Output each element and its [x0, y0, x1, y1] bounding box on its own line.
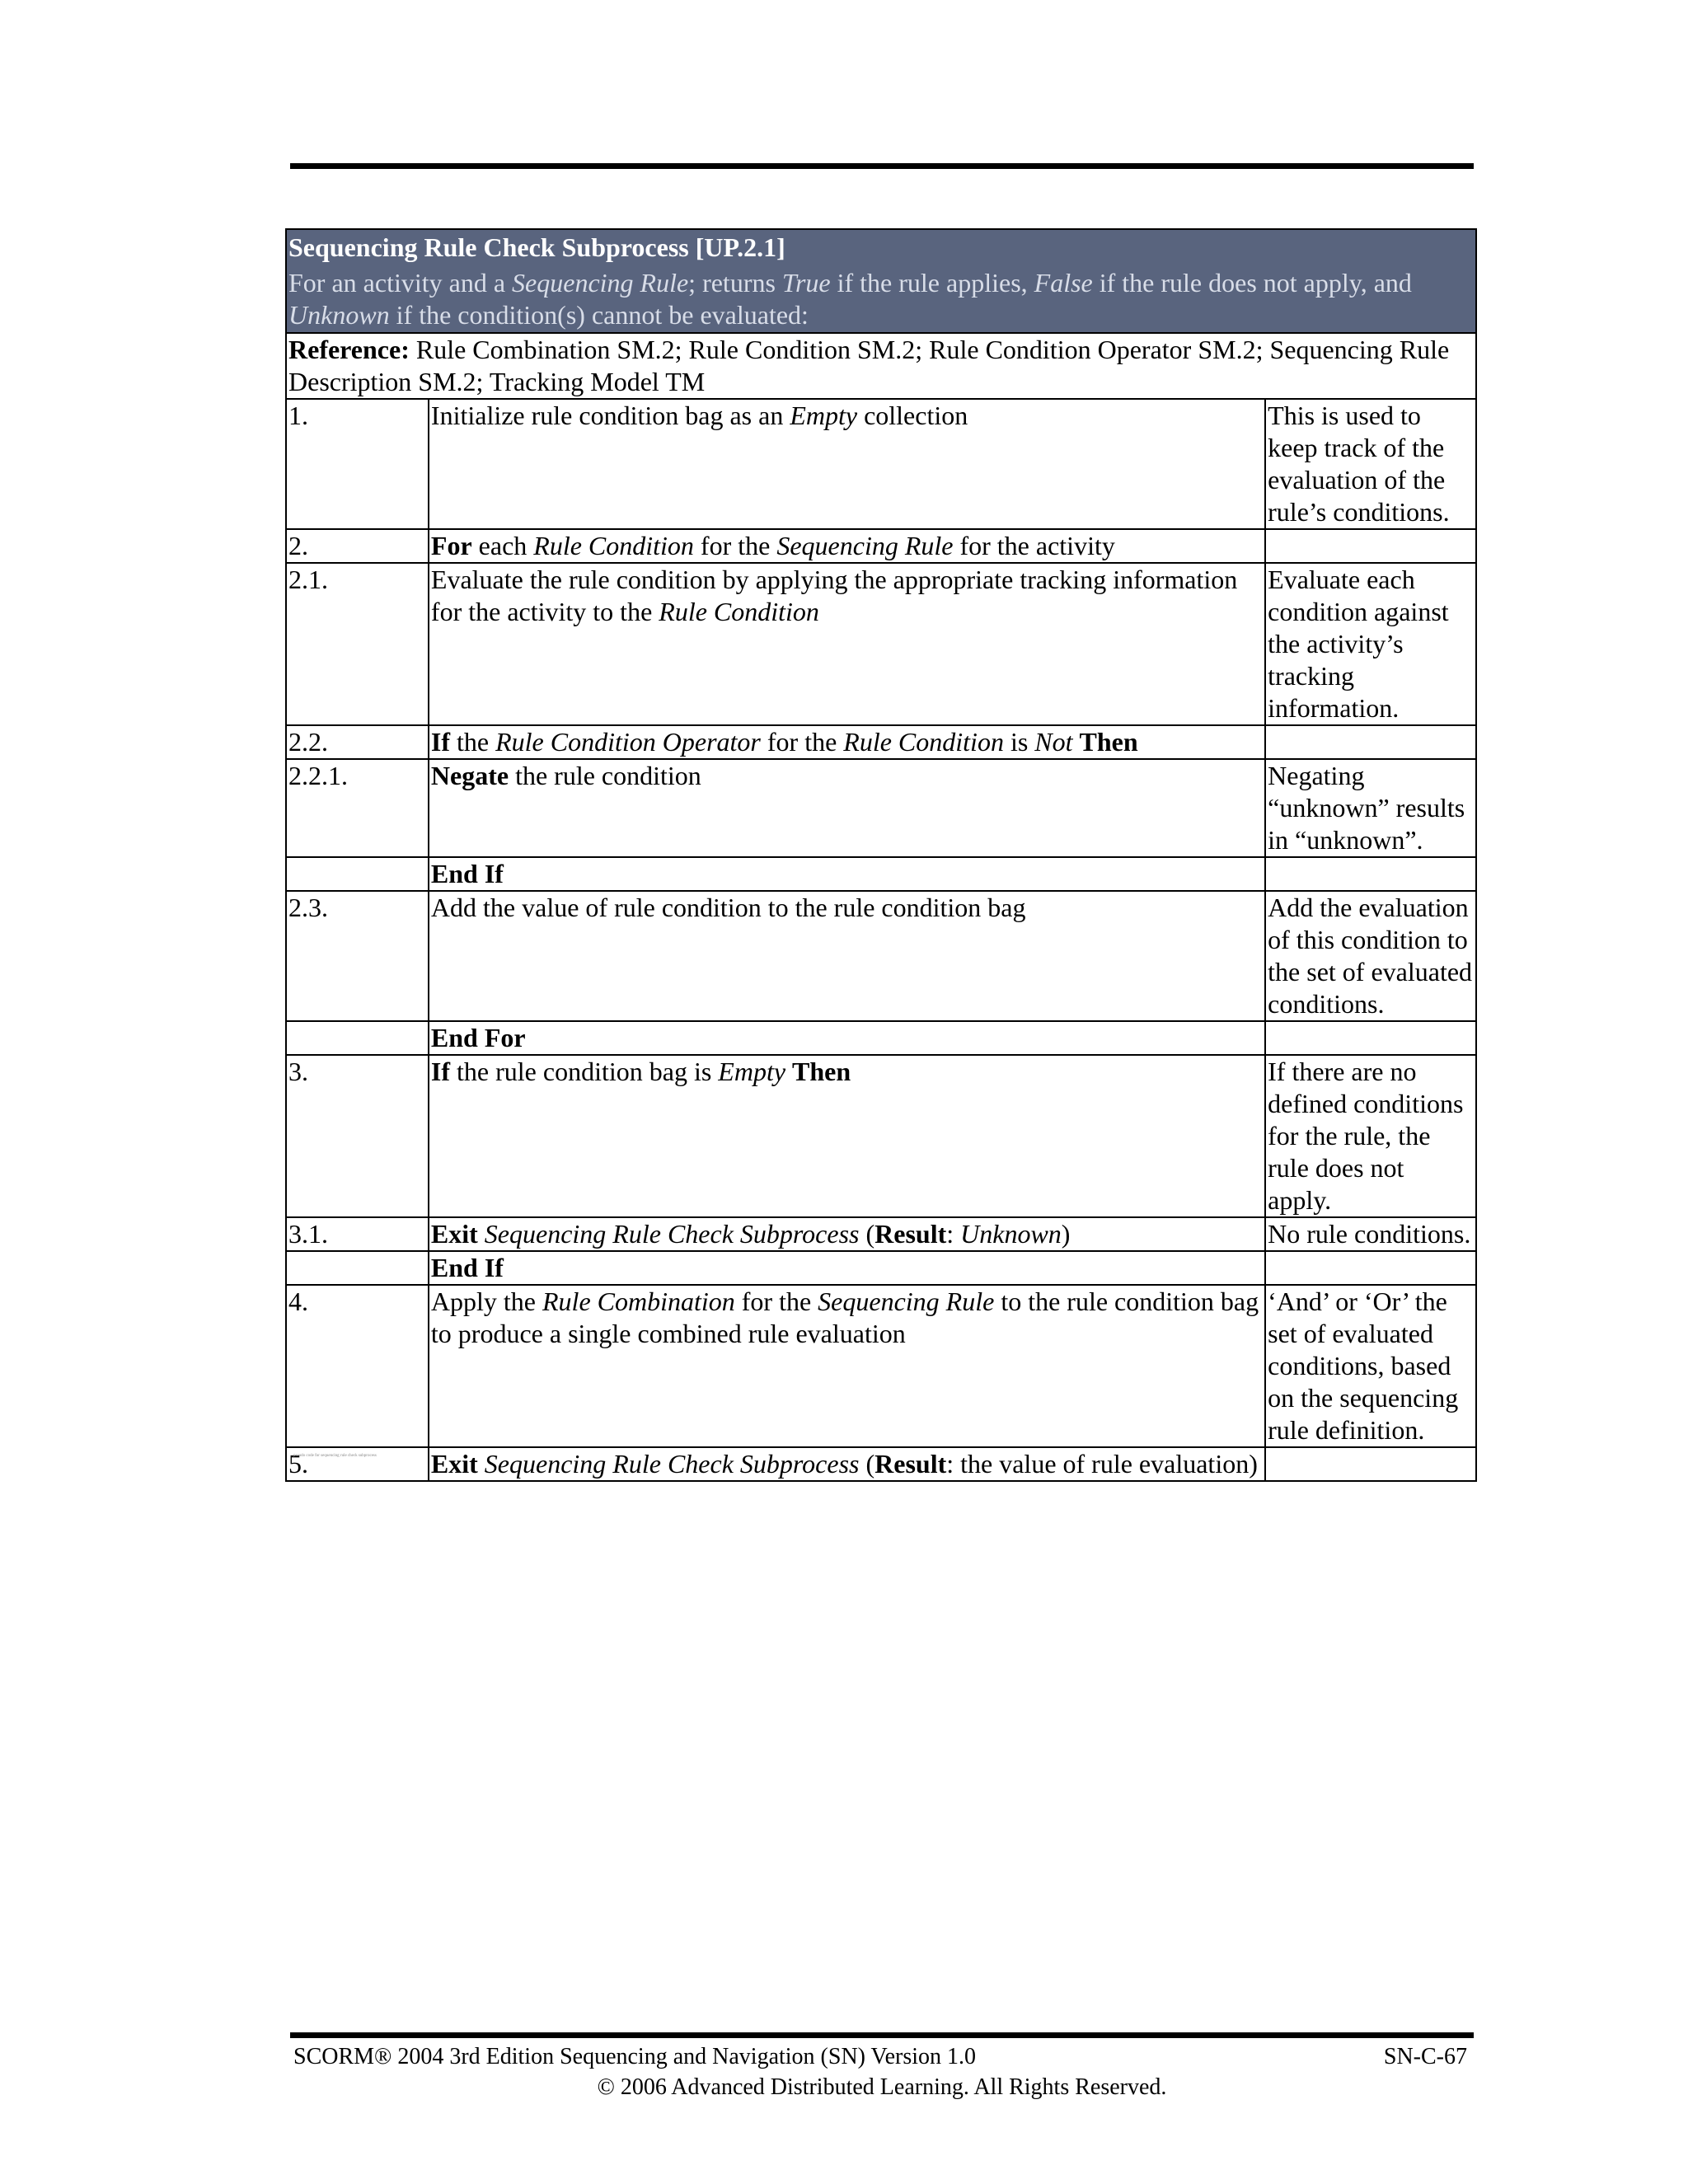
- table-row: [286, 891, 1476, 1021]
- step-comment: Negating “unknown” results in “unknown”.: [1265, 759, 1476, 857]
- step-number: 1.: [286, 399, 429, 529]
- pseudo-code-table: [285, 228, 1477, 1482]
- step-comment: [1265, 1021, 1476, 1055]
- step-text: End For: [429, 1021, 1265, 1055]
- table-row: [286, 1251, 1476, 1285]
- step-comment: [1265, 857, 1476, 891]
- step-number: 3.: [286, 1055, 429, 1217]
- reference-cell: [286, 333, 1476, 399]
- step-number: 2.1.: [286, 563, 429, 725]
- step-text: Exit Sequencing Rule Check Subprocess (Result: Unknown): [429, 1217, 1265, 1251]
- top-rule: [290, 163, 1474, 169]
- table-row: [286, 1021, 1476, 1055]
- step-comment: Add the evaluation of this condition to the set of evaluated conditions.: [1265, 891, 1476, 1021]
- step-comment: This is used to keep track of the evaluation of the rule’s conditions.: [1265, 399, 1476, 529]
- table-row: [286, 1285, 1476, 1447]
- step-number: 3.1.: [286, 1217, 429, 1251]
- step-text: Apply the Rule Combination for the Sequencing Rule to the rule condition bag to produce a single combined rule evaluation: [429, 1285, 1265, 1447]
- table-row: [286, 1055, 1476, 1217]
- step-text: End If: [429, 857, 1265, 891]
- step-number: [286, 1021, 429, 1055]
- reference-row: [286, 333, 1476, 399]
- step-number: [286, 857, 429, 891]
- step-comment: ‘And’ or ‘Or’ the set of evaluated conditions, based on the sequencing rule definition.: [1265, 1285, 1476, 1447]
- step-text: If the rule condition bag is Empty Then: [429, 1055, 1265, 1217]
- table-row: [286, 857, 1476, 891]
- table-row: [286, 1217, 1476, 1251]
- step-comment: [1265, 725, 1476, 759]
- step-number: 5.: [286, 1447, 429, 1481]
- table-caption: pseudo code for sequencing rule check subprocess: [293, 1454, 377, 1458]
- step-text: Exit Sequencing Rule Check Subprocess (Result: the value of rule evaluation): [429, 1447, 1265, 1481]
- step-text: End If: [429, 1251, 1265, 1285]
- table-header-cell: [286, 229, 1476, 333]
- process-title: Sequencing Rule Check Subprocess [UP.2.1]: [288, 232, 785, 262]
- table-row: [286, 1447, 1476, 1481]
- step-number: [286, 1251, 429, 1285]
- step-text: Add the value of rule condition to the rule condition bag: [429, 891, 1265, 1021]
- step-comment: [1265, 1447, 1476, 1481]
- step-number: 2.: [286, 529, 429, 563]
- step-number: 2.2.1.: [286, 759, 429, 857]
- step-text: If the Rule Condition Operator for the Rule Condition is Not Then: [429, 725, 1265, 759]
- step-comment: [1265, 1251, 1476, 1285]
- step-comment: Evaluate each condition against the activity’s tracking information.: [1265, 563, 1476, 725]
- step-number: 2.3.: [286, 891, 429, 1021]
- step-number: 2.2.: [286, 725, 429, 759]
- step-text: Initialize rule condition bag as an Empty collection: [429, 399, 1265, 529]
- table-row: [286, 529, 1476, 563]
- process-description: For an activity and a Sequencing Rule; returns True if the rule applies, False if the rule does not apply, and Unknown if the condition(s) cannot be evaluated:: [288, 268, 1412, 330]
- step-number: 4.: [286, 1285, 429, 1447]
- footer-document-title: SCORM® 2004 3rd Edition Sequencing and Navigation (SN) Version 1.0: [293, 2044, 977, 2069]
- table-row: [286, 563, 1476, 725]
- footer-page-number: SN-C-67: [1383, 2044, 1467, 2069]
- step-comment: [1265, 529, 1476, 563]
- step-text: For each Rule Condition for the Sequencing Rule for the activity: [429, 529, 1265, 563]
- reference-text: Rule Combination SM.2; Rule Condition SM.2; Rule Condition Operator SM.2; Sequencing Rule Description SM.2; Tracking Model TM: [288, 335, 1450, 396]
- table-row: [286, 399, 1476, 529]
- reference-label: Reference:: [288, 335, 410, 364]
- step-comment: No rule conditions.: [1265, 1217, 1476, 1251]
- table-header-row: [286, 229, 1476, 333]
- footer-copyright: © 2006 Advanced Distributed Learning. All Rights Reserved.: [597, 2074, 1167, 2100]
- step-text: Negate the rule condition: [429, 759, 1265, 857]
- step-text: Evaluate the rule condition by applying the appropriate tracking information for the activity to the Rule Condition: [429, 563, 1265, 725]
- step-comment: If there are no defined conditions for the rule, the rule does not apply.: [1265, 1055, 1476, 1217]
- table-row: [286, 759, 1476, 857]
- bottom-rule: [290, 2032, 1474, 2038]
- table-row: [286, 725, 1476, 759]
